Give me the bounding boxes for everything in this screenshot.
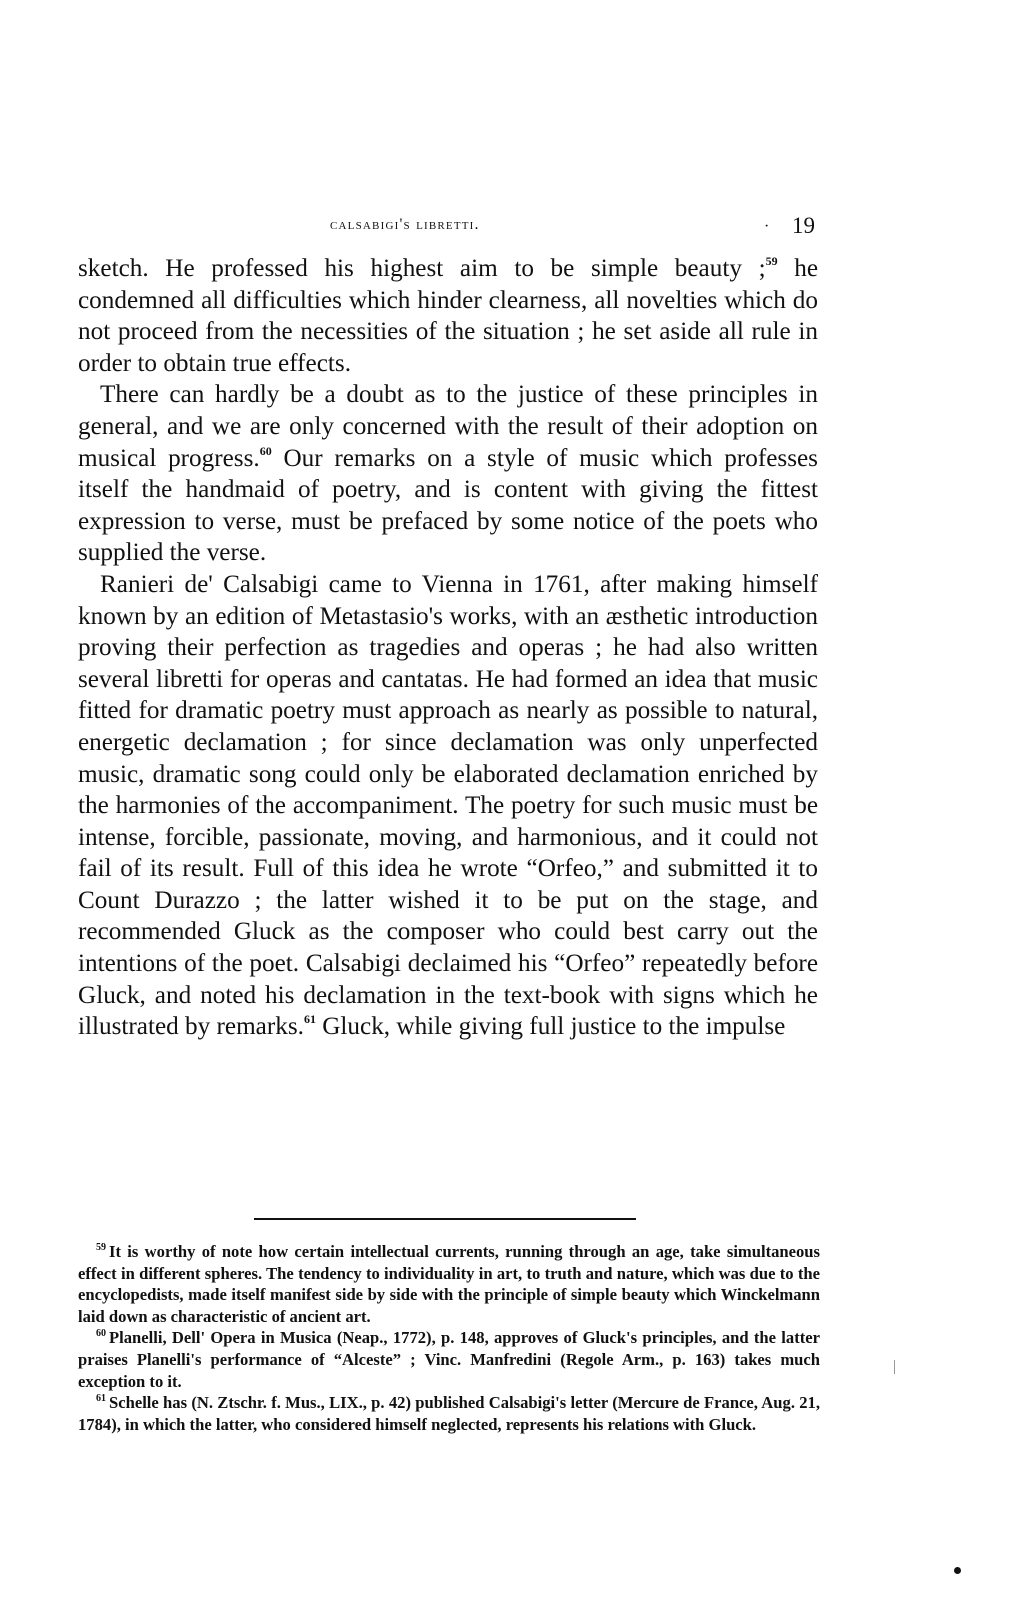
paragraph-text: he condemned all difficulties which hinder clearness, all novelties which do not proceed from the necessities of the situation ; he set aside all rule in order to obtain true effects. (78, 255, 818, 377)
paragraph-3 (78, 569, 818, 1043)
footnote-61 (78, 1392, 820, 1435)
paragraph-text: Ranieri de' Calsabigi came to Vienna in 1761, after making himself known by an edition of Metastasio's works, with an æsthetic introduction proving their perfection as tragedies and operas ; he had also written several libretti for operas and cantatas. He had formed an idea that music fitted for dramatic poetry must approach as nearly as possible to natural, energetic declamation ; for since declamation was only unperfected music, dramatic song could only be elaborated declamation enriched by the harmonies of the accompaniment. The poetry for such music must be intense, forcible, passionate, moving, and harmonious, and it could not fail of its result. Full of this idea he wrote “Orfeo,” and submitted it to Count Durazzo ; the latter wished it to be put on the stage, and recommended Gluck as the composer who could best carry out the intentions of the poet. Calsabigi declaimed his “Orfeo” repeatedly before Gluck, and noted his declamation in the text-book with signs which he illustrated by remarks. (78, 570, 818, 1041)
footnote-mark: 59 (96, 1242, 106, 1253)
running-title: calsabigi's libretti. (330, 216, 480, 233)
footnote-mark: 60 (96, 1328, 106, 1340)
footnote-ref-59[interactable]: 59 (765, 254, 778, 268)
footnote-divider (254, 1218, 636, 1220)
paragraph-text: Our remarks on a style of music which professes itself the handmaid of poetry, and is content with giving the fittest expression to verse, must be prefaced by some notice of the poets who supplied the verse. (78, 444, 818, 567)
footnote-text: Schelle has (N. Ztschr. f. Mus., LIX., p. 42) published Calsabigi's letter (Mercure de France, Aug. 21, 1784), in which the latter, who considered himself neglected, represents his relations with Gluck. (78, 1393, 820, 1434)
footnote-ref-61[interactable]: 61 (303, 1012, 316, 1027)
footnote-60 (78, 1327, 820, 1392)
paragraph-text: Gluck, while giving full justice to the impulse (315, 1013, 786, 1041)
paragraph-2 (78, 379, 818, 569)
paragraph-text: sketch. He professed his highest aim to be simple beauty ; (78, 255, 766, 282)
running-head (78, 213, 818, 246)
footnote-mark: 61 (96, 1393, 106, 1405)
scan-edge-mark (894, 1360, 895, 1374)
page-number: 19 (792, 213, 815, 238)
footnote-text: Planelli, Dell' Opera in Musica (Neap., 1772), p. 148, approves of Gluck's principles, and the latter praises Planelli's performance of “Alceste” ; Vinc. Manfredini (Regole Arm., p. 163) takes much exception to it. (78, 1328, 820, 1391)
footnote-ref-60[interactable]: 60 (259, 443, 272, 458)
footnote-59 (78, 1241, 820, 1327)
paragraph-text: There can hardly be a doubt as to the justice of these principles in general, and we are only concerned with the result of their adoption on musical progress. (78, 381, 818, 472)
header-separator: · (764, 218, 770, 235)
footnotes (78, 1241, 820, 1435)
body-text (78, 253, 818, 1043)
footnote-text: It is worthy of note how certain intellectual currents, running through an age, take simultaneous effect in different spheres. The tendency to individuality in art, to truth and nature, which was due to the encyclopedists, made itself manifest side by side with the principle of simple beauty which Winckelmann laid down as characteristic of ancient art. (78, 1242, 820, 1326)
paragraph-1 (78, 253, 818, 379)
scan-speck (954, 1567, 961, 1574)
